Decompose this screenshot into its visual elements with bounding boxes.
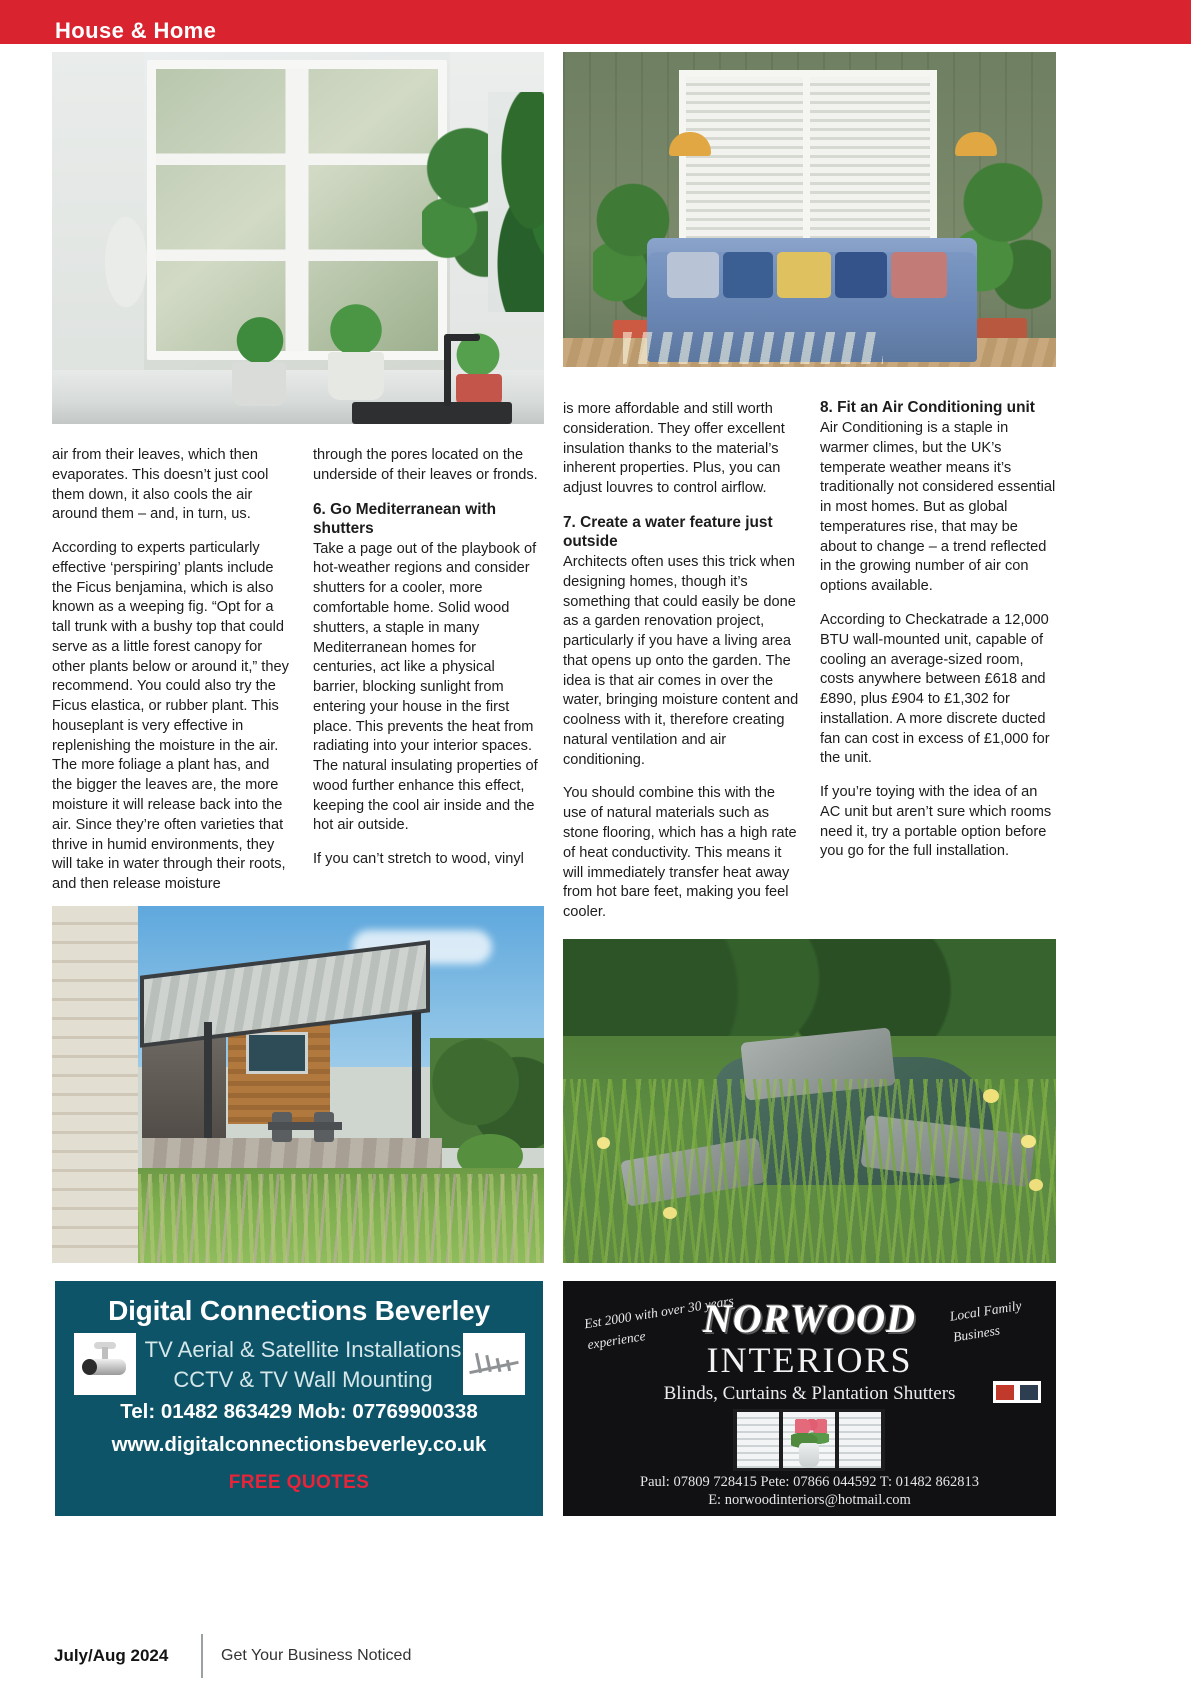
photo-layer-hanging-leaf [98,202,168,352]
article-column-4 [820,398,1056,876]
paragraph: Take a page out of the playbook of hot-weather regions and consider shutters for a cooler, more comfortable home. Solid wood shutters, a staple in many Mediterranean homes for centuries, act like a physical barrier, blocking sunlight from entering your house in the first place. This prevents the heat from radiating into your interior spaces. The natural insulating properties of wood further enhance this effect, keeping the cool air inside and the hot air outside. [313,540,538,834]
photo-layer-iris-1 [983,1089,999,1103]
paragraph: air from their leaves, which then evaporates. This doesn’t just cool them down, it also cools the air around them – and, in turn, us. [52,447,269,523]
advert-website[interactable]: www.digitalconnectionsbeverley.co.uk [111,1433,487,1456]
advert-phone-numbers[interactable]: Paul: 07809 728415 Pete: 07866 044592 T: 01482 862813 [640,1474,979,1490]
photo-layer-cushion-3 [777,252,831,298]
article-column-1 [52,446,290,909]
photo-layer-plant-a [228,302,292,366]
plantation-shutter-photo [733,1409,885,1471]
advert-title: Digital Connections Beverley [108,1295,490,1326]
photo-layer-cushion-5 [891,252,947,298]
photo-layer-plant-b [320,288,392,358]
advert-service-line-1: TV Aerial & Satellite Installations [144,1337,462,1362]
photo-layer-iris-2 [1021,1135,1036,1148]
paragraph: through the pores located on the underside of their leaves or fronds. [313,447,538,483]
advert-local-family-badge: Local Family Business [948,1297,1023,1345]
paragraph: If you can’t stretch to wood, vinyl [313,851,524,868]
advert-tagline: Blinds, Curtains & Plantation Shutters [663,1383,956,1404]
photo-layer-sunlight [623,332,883,364]
photo-kitchen-window-plants [52,52,544,424]
photo-layer-stone-wall [52,906,138,1263]
badge-icon-2 [1020,1385,1038,1400]
badge-icon-1 [996,1385,1014,1400]
footer-tagline: Get Your Business Noticed [221,1647,412,1664]
advert-brand-name-bottom: INTERIORS [706,1340,913,1380]
advert-norwood-interiors[interactable] [563,1281,1056,1516]
photo-layer-monstera [488,92,544,312]
paragraph: If you’re toying with the idea of an AC unit but aren’t sure which rooms need it, try a portable option before you go for the full installation. [820,784,1052,860]
photo-layer-plant-c [448,320,508,378]
advert-service-line-2: CCTV & TV Wall Mounting [173,1367,433,1392]
photo-living-room-shutters [563,52,1056,367]
paragraph: According to experts particularly effective ‘perspiring’ plants include the Ficus benjamina, which is also known as a weeping fig. “Opt for a tall trunk with a bushy top that could serve as a little forest canopy for other plants below or around it,” they recommend. You could also try the Ficus elastica, or rubber plant. This houseplant is very effective in replenishing the moisture in the air. The more foliage a plant has, and the bigger the leaves are, the more moisture it will release back into the air. Since they’re often varieties that thrive in humid environments, they will take in water through their roots, and then release moisture [52,540,289,893]
footer-divider [201,1634,203,1678]
advert-brand-name-top: NORWOOD [703,1296,916,1341]
advert-phone-numbers[interactable]: Tel: 01482 863429 Mob: 07769900338 [120,1400,478,1423]
accreditation-badges [993,1381,1041,1403]
photo-layer-table [268,1122,342,1130]
photo-layer-garden-window [246,1032,308,1074]
photo-layer-cushion-2 [723,252,773,298]
article-column-3 [563,400,799,937]
photo-layer-cushion-1 [667,252,719,298]
photo-layer-iris-5 [597,1137,610,1149]
photo-natural-pond [563,939,1056,1263]
photo-layer-sink [352,402,512,424]
photo-layer-reeds [563,1079,1056,1263]
advert-digital-connections-beverley[interactable] [55,1281,543,1516]
advert-email[interactable]: E: norwoodinteriors@hotmail.com [708,1492,911,1508]
section-heading-8: 8. Fit an Air Conditioning unit [820,399,1035,416]
photo-layer-window-frame [147,60,447,360]
photo-layer-trees [563,939,1056,1036]
photo-garden-pergola [52,906,544,1263]
paragraph: Architects often uses this trick when designing homes, though it’s something that could easily be done as a garden renovation project, particularly if you have a living area that opens up onto the garden. The idea is that air comes in over the water, bringing moisture content and coolness with it, therefore creating natural ventilation and air conditioning. [563,554,799,768]
cctv-camera-icon [74,1333,136,1395]
photo-layer-tap-spout [444,334,480,341]
photo-layer-tap [444,334,451,406]
section-heading-6: 6. Go Mediterranean with shutters [313,500,497,537]
paragraph: Air Conditioning is a staple in warmer climes, but the UK’s temperate weather means it’s traditionally not considered essential in most homes. But as global temperatures rise, that may be about to change – a trend reflected in the growing number of air con options available. [820,420,1056,595]
footer-issue-date: July/Aug 2024 [54,1646,169,1665]
photo-layer-iris-4 [663,1207,677,1219]
advert-established-badge: Est 2000 with over 30 years experience [583,1292,735,1353]
section-heading-7: 7. Create a water feature just outside [563,513,773,550]
article-column-2 [313,446,543,884]
photo-layer-cushion-4 [835,252,887,298]
photo-layer-pot-1 [232,362,286,406]
paragraph: According to Checkatrade a 12,000 BTU wall-mounted unit, capable of cooling an average-sized room, costs anywhere between £618 and £890, plus £904 to £1,302 for installation. A more discrete ducted fan can cost in excess of £1,000 for the unit. [820,611,1050,767]
page-title: House & Home [55,18,217,43]
photo-layer-iris-3 [1029,1179,1043,1191]
photo-layer-pot-2 [328,352,384,400]
paragraph: is more affordable and still worth consideration. They offer excellent insulation thanks to the material’s inherent properties. Plus, you can adjust louvres to control airflow. [563,401,785,497]
advert-free-quotes-badge: FREE QUOTES [228,1472,370,1493]
paragraph: You should combine this with the use of natural materials such as stone flooring, which has a high rate of heat conductivity. This means it will immediately transfer heat away from hot bare feet, making you feel cooler. [563,785,797,921]
